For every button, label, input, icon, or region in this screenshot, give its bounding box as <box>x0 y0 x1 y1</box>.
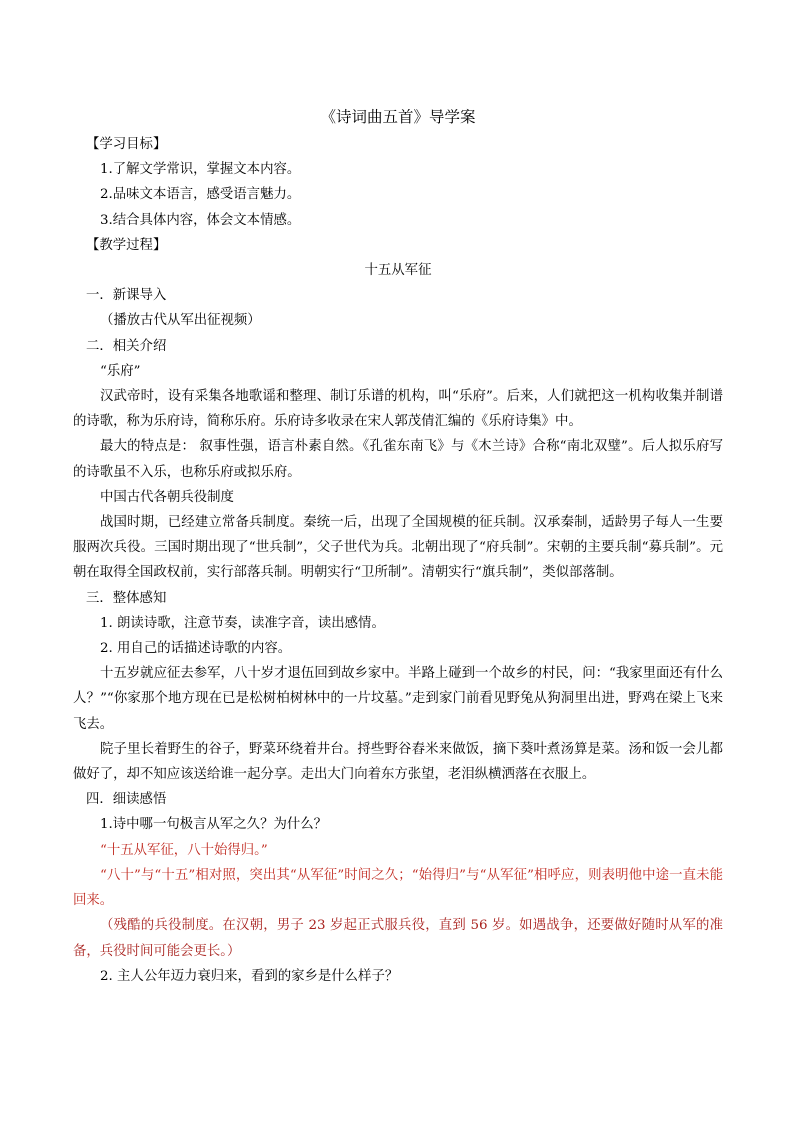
yuefu-paragraph-2: 最大的特点是： 叙事性强，语言朴素自然。《孔雀东南飞》与《木兰诗》合称“南北双璧”。后人拟乐府写的诗歌虽不入乐，也称乐府或拟乐府。 <box>73 439 723 480</box>
objective-item: 3.结合具体内容，体会文本情感。 <box>100 212 301 228</box>
section-1-heading: 一．新课导入 <box>86 288 167 304</box>
military-paragraph: 战国时期，已经建立常备兵制度。秦统一后，出现了全国规模的征兵制。汉承秦制，适龄男子每人一生要服两次兵役。三国时期出现了“世兵制”，父子世代为兵。北朝出现了“府兵制”。宋朝的主要兵制“募兵制”。元朝在取得全国政权前，实行部落兵制。明朝实行“卫所制”。清朝实行“旗兵制”，类似部落制。 <box>73 515 723 581</box>
question-1: 1.诗中哪一句极言从军之久？为什么？ <box>100 817 328 833</box>
yuefu-paragraph-1: 汉武帝时，设有采集各地歌谣和整理、制订乐谱的机构，叫“乐府”。后来，人们就把这一机构收集并制谱的诗歌，称为乐府诗，简称乐府。乐府诗多收录在宋人郭茂倩汇编的《乐府诗集》中。 <box>73 389 723 430</box>
document-title: 《诗词曲五首》导学案 <box>320 108 476 126</box>
answer-1-explanation: “八十”与“十五”相对照，突出其“从军征”时间之久；“始得归”与“从军征”相呼应，则表明他中途一直未能回来。 <box>73 867 723 909</box>
section-3-item-1: 1. 朗读诗歌，注意节奏，读准字音，读出感情。 <box>100 615 385 631</box>
poem-title: 十五从军征 <box>364 263 432 279</box>
objectives-heading: 【学习目标】 <box>86 137 167 152</box>
section-3-item-2: 2. 用自己的话描述诗歌的内容。 <box>100 641 292 657</box>
question-2: 2. 主人公年迈力衰归来，看到的家乡是什么样子？ <box>100 968 399 984</box>
objective-item: 2.品味文本语言，感受语言魅力。 <box>100 187 301 203</box>
military-label: 中国古代各朝兵役制度 <box>100 489 234 505</box>
objective-item: 1.了解文学常识，掌握文本内容。 <box>100 162 301 178</box>
section-2-heading: 二．相关介绍 <box>86 338 167 354</box>
section-1-note: （播放古代从军出征视频） <box>100 313 261 329</box>
process-heading: 【教学过程】 <box>86 237 167 253</box>
poem-summary-paragraph-1: 十五岁就应征去参军，八十岁才退伍回到故乡家中。半路上碰到一个故乡的村民，问：“我家里面还有什么人？”“你家那个地方现在已是松树柏树林中的一片坟墓。”走到家门前看见野兔从狗洞里出进，野鸡在梁上飞来飞去。 <box>73 666 723 732</box>
yuefu-label: “乐府” <box>100 363 141 379</box>
document-body <box>73 103 723 989</box>
answer-1-quote: “十五从军征，八十始得归。” <box>100 842 268 858</box>
answer-1-note: （残酷的兵役制度。在汉朝，男子 23 岁起正式服兵役，直到 56 岁。如遇战争，还要做好随时从军的准备，兵役时间可能会更长。） <box>73 918 723 959</box>
poem-summary-paragraph-2: 院子里长着野生的谷子，野菜环绕着井台。捋些野谷舂米来做饭，摘下葵叶煮汤算是菜。汤和饭一会儿都做好了，却不知应该送给谁一起分享。走出大门向着东方张望，老泪纵横洒落在衣服上。 <box>73 741 723 783</box>
section-3-heading: 三．整体感知 <box>86 590 167 606</box>
section-4-heading: 四．细读感悟 <box>86 792 167 808</box>
